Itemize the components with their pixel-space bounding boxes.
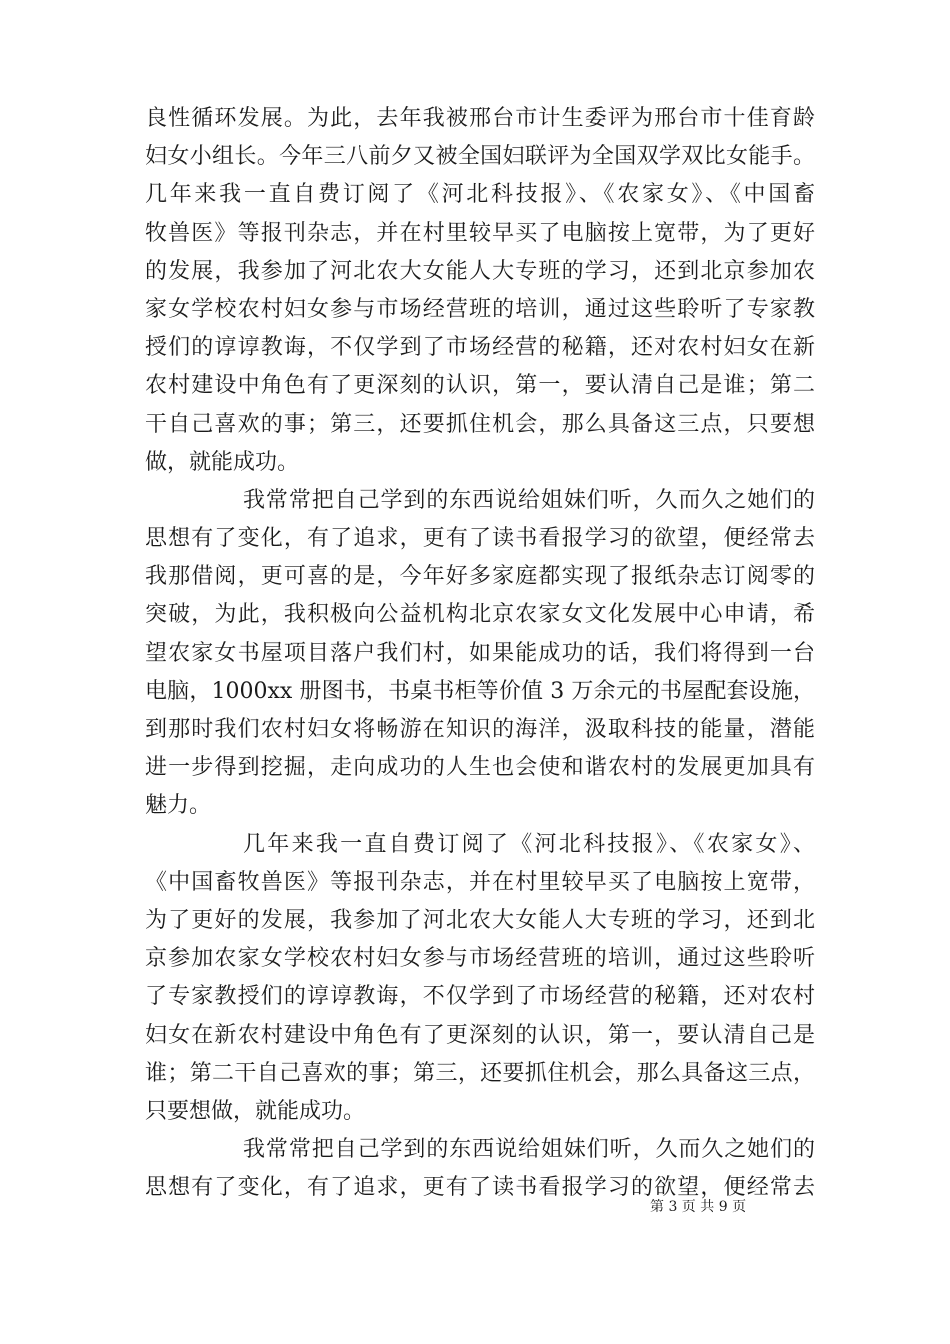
document-body	[145, 100, 815, 1207]
text-line: 几年来我一直自费订阅了《河北科技报》、《农家女》、	[243, 831, 815, 857]
text-line: 为了更好的发展，我参加了河北农大女能人大专班的学习，还到北	[145, 907, 815, 933]
text-line: 突破，为此，我积极向公益机构北京农家女文化发展中心申请，希	[145, 602, 815, 628]
text-line: 电脑，1000xx 册图书，书桌书柜等价值 3 万余元的书屋配套设施，	[145, 678, 815, 704]
page-number-footer: 第 3 页 共 9 页	[650, 1199, 747, 1215]
text-line: 谁；第二干自己喜欢的事；第三，还要抓住机会，那么具备这三点，	[145, 1060, 815, 1086]
text-line: 授们的谆谆教诲，不仅学到了市场经营的秘籍，还对农村妇女在新	[145, 335, 815, 361]
text-line: 《中国畜牧兽医》等报刊杂志，并在村里较早买了电脑按上宽带，	[145, 869, 815, 895]
text-line: 我那借阅，更可喜的是，今年好多家庭都实现了报纸杂志订阅零的	[145, 564, 815, 590]
text-line: 京参加农家女学校农村妇女参与市场经营班的培训，通过这些聆听	[145, 946, 815, 972]
text-line: 我常常把自己学到的东西说给姐妹们听，久而久之她们的	[243, 487, 815, 513]
text-line: 我常常把自己学到的东西说给姐妹们听，久而久之她们的	[243, 1137, 815, 1163]
text-line: 望农家女书屋项目落户我们村，如果能成功的话，我们将得到一台	[145, 640, 815, 666]
text-line: 妇女在新农村建设中角色有了更深刻的认识，第一，要认清自己是	[145, 1022, 815, 1048]
text-line: 农村建设中角色有了更深刻的认识，第一，要认清自己是谁；第二	[145, 373, 815, 399]
text-line: 思想有了变化，有了追求，更有了读书看报学习的欲望，便经常去	[145, 1175, 815, 1201]
text-line: 魅力。	[145, 793, 212, 819]
text-line: 的发展，我参加了河北农大女能人大专班的学习，还到北京参加农	[145, 258, 815, 284]
text-line: 到那时我们农村妇女将畅游在知识的海洋，汲取科技的能量，潜能	[145, 717, 815, 742]
text-line: 进一步得到挖掘，走向成功的人生也会使和谐农村的发展更加具有	[145, 755, 815, 781]
text-line: 家女学校农村妇女参与市场经营班的培训，通过这些聆听了专家教	[145, 296, 815, 322]
text-line: 几年来我一直自费订阅了《河北科技报》、《农家女》、《中国畜	[145, 182, 815, 208]
text-line: 只要想做，就能成功。	[145, 1098, 366, 1124]
text-line: 思想有了变化，有了追求，更有了读书看报学习的欲望，便经常去	[145, 526, 815, 552]
text-line: 干自己喜欢的事；第三，还要抓住机会，那么具备这三点，只要想	[145, 411, 815, 437]
text-line: 做，就能成功。	[145, 449, 300, 475]
text-line: 良性循环发展。为此，去年我被邢台市计生委评为邢台市十佳育龄	[145, 106, 815, 131]
text-line: 妇女小组长。今年三八前夕又被全国妇联评为全国双学双比女能手。	[145, 144, 815, 170]
text-line: 了专家教授们的谆谆教诲，不仅学到了市场经营的秘籍，还对农村	[145, 984, 815, 1010]
text-line: 牧兽医》等报刊杂志，并在村里较早买了电脑按上宽带，为了更好	[145, 220, 815, 246]
